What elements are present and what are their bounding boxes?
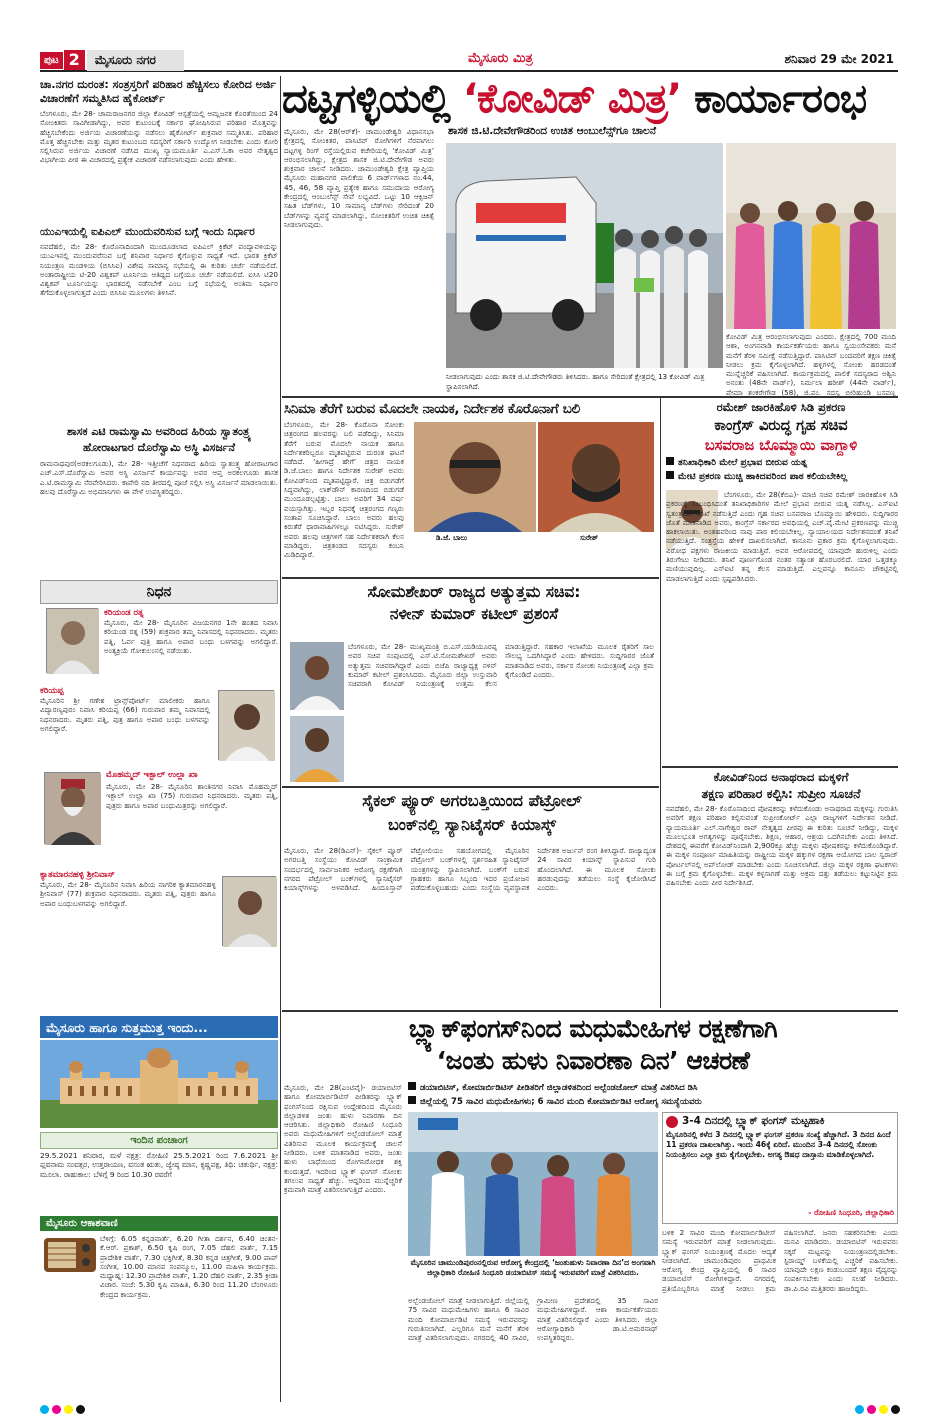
photo-label: ಡಿ.ಜೆ. ಬಾಲು xyxy=(436,534,468,542)
story-headline: ಬ್ಲ್ಯಾಕ್‌ಫಂಗಸ್‌ನಿಂದ ಮಧುಮೇಹಿಗಳ ರಕ್ಷಣೆಗಾಗಿ xyxy=(408,1014,778,1043)
bullet-icon xyxy=(408,1096,416,1104)
story-body: ಮೈಸೂರು, ಮೇ 28(ಡಿಎನ್)- ಸೈಕಲ್ ಪ್ಯೂರ್ ಅಗರಬತ್ತಿ ಸಂಸ್ಥೆಯು ಕೋವಿಡ್ ಸಾಂಕ್ರಾಮಿಕ ಸಂದರ್ಭದಲ್ಲಿ ಸಾರ್ವಜನಿಕರ ಆರೋಗ್ಯ ರಕ್ಷಣೆಗಾಗಿ ನಗರದ ಪೆಟ್ರೋಲ್ ಬಂಕ್‌ಗಳಲ್ಲಿ ಸ್ಯಾನಿಟೈಸರ್ ಕಿಯಾಸ್ಕ್‌ಗಳನ್ನು ಅಳವಡಿಸಿದೆ. ಹಿಂದೂಸ್ತಾನ್ ಪೆಟ್ರೋಲಿಯಂ ಸಹಯೋಗದಲ್ಲಿ ಮೈಸೂರಿನ ಪೆಟ್ರೋಲ್ ಬಂಕ್‌ಗಳಲ್ಲಿ ಸ್ಪರ್ಶರಹಿತ ಸ್ಯಾನಿಟೈಸರ್ ಯಂತ್ರಗಳನ್ನು ಸ್ಥಾಪಿಸಲಾಗಿದೆ. ಬಂಕ್‌ಗೆ ಬರುವ ಗ್ರಾಹಕರು ಹಾಗೂ ಸಿಬ್ಬಂದಿ ಇದರ ಪ್ರಯೋಜನ ಪಡೆದುಕೊಳ್ಳಬಹುದು ಎಂದು ಸಂಸ್ಥೆಯ ವ್ಯವಸ್ಥಾಪಕ ನಿರ್ದೇಶಕ ಅರ್ಜುನ್ ರಂಗ ತಿಳಿಸಿದ್ದಾರೆ. ರಾಜ್ಯಾದ್ಯಂತ 24 ಸಾವಿರ ಕಿಯಾಸ್ಕ್ ಸ್ಥಾಪಿಸುವ ಗುರಿ ಹೊಂದಲಾಗಿದೆ. ಈ ಮೂಲಕ ಸೋಂಕು ಹರಡುವುದನ್ನು ತಡೆಯಲು ಸಂಸ್ಥೆ ಕೈಜೋಡಿಸಿದೆ ಎಂದರು. xyxy=(284,846,656,893)
bullet-icon xyxy=(666,471,674,479)
story-headline: ಬಂಕ್‌ನಲ್ಲಿ ಸ್ಯಾನಿಟೈಸರ್ ಕಿಯಾಸ್ಕ್ xyxy=(387,815,557,834)
obituary-photo xyxy=(222,876,276,946)
yellow-dot-icon xyxy=(64,1405,73,1414)
obituary-section xyxy=(40,580,278,1012)
page-label: ಪುಟ xyxy=(40,52,63,69)
bullet-text: ಜಿಲ್ಲೆಯಲ್ಲಿ 75 ಸಾವಿರ ಮಧುಮೇಹಿಗಳು; 6 ಸಾವಿರ ಮಂದಿ ಕೋಮಾರ್ಬಿಡಿಟಿ ಆರೋಗ್ಯ ಸಮಸ್ಯೆಯವರು xyxy=(420,1097,702,1107)
column-rule xyxy=(660,398,661,1008)
story-headline: ತಕ್ಷಣ ಪರಿಹಾರ ಕಲ್ಪಿಸಿ: ಸುಪ್ರೀಂ ಸೂಚನೆ xyxy=(701,786,861,801)
story-headline: ನಳೀನ್ ಕುಮಾರ್ ಕಟೀಲ್ ಪ್ರಶಂಸೆ xyxy=(389,605,559,623)
story-headline: ಕಾಂಗ್ರೆಸ್ ವಿರುದ್ಧ ಗೃಹ ಸಚಿವ xyxy=(714,418,848,434)
obituary-photo xyxy=(44,772,100,844)
lead-headline xyxy=(282,77,900,121)
story-body: ನವದೆಹಲಿ, ಮೇ 28- ಕೊರೊನಾದಿಂದಾಗಿ ಮುಂದೂಡಲಾದ ಐಪಿಎಲ್ ಕ್ರಿಕೆಟ್ ಪಂದ್ಯಾವಳಿಯನ್ನು ಯುಎಇನಲ್ಲಿ ಮುಂದುವರೆಸುವ ಬಗ್ಗೆ ಶನಿವಾರ ನಿರ್ಧಾರ ಕೈಗೊಳ್ಳುವ ಸಾಧ್ಯತೆ ಇದೆ. ಭಾರತ ಕ್ರಿಕೆಟ್ ನಿಯಂತ್ರಣ ಮಂಡಳಿಯ (ಬಿಸಿಸಿಐ) ವಿಶೇಷ ಸಾಮಾನ್ಯ ಸಭೆಯಲ್ಲಿ ಈ ಕುರಿತು ಚರ್ಚೆ ನಡೆಯಲಿದೆ. ಅಂತಾರಾಷ್ಟ್ರೀಯ ಟಿ-20 ವಿಶ್ವಕಪ್ ಟೂರ್ನಿಯ ಆತಿಥ್ಯದ ಬಗ್ಗೆಯೂ ಚರ್ಚೆ ನಡೆಯಲಿದೆ. ಐಸಿಸಿ ಟಿ20 ವಿಶ್ವಕಪ್ ಟೂರ್ನಿಯನ್ನು ಭಾರತದಲ್ಲಿ ನಡೆಸಬೇಕೆ ಎಂಬ ಬಗ್ಗೆ ಸಭೆಯಲ್ಲಿ ಅಂತಿಮ ನಿರ್ಧಾರ ತೆಗೆದುಕೊಳ್ಳಲಾಗುತ್ತದೆ ಎಂದು ಬಿಸಿಸಿಐ ಮೂಲಗಳು ತಿಳಿಸಿವೆ. xyxy=(40,242,278,298)
obituary-entry xyxy=(40,770,278,866)
story-body: ಬೆಂಗಳೂರು, ಮೇ 28- ಮುಖ್ಯಮಂತ್ರಿ ಬಿ.ಎಸ್.ಯಡಿಯೂರಪ್ಪ ಅವರ ಸಚಿವ ಸಂಪುಟದಲ್ಲಿ ಎಸ್.ಟಿ.ಸೋಮಶೇಖರ್ ಅವರು ಅತ್ಯುತ್ತಮ ಸಚಿವರಾಗಿದ್ದಾರೆ ಎಂದು ಬಿಜೆಪಿ ರಾಜ್ಯಾಧ್ಯಕ್ಷ ನಳಿನ್ ಕುಮಾರ್ ಕಟೀಲ್ ಪ್ರಶಂಸಿಸಿದರು. ಮೈಸೂರು ಜಿಲ್ಲಾ ಉಸ್ತುವಾರಿ ಸಚಿವರಾಗಿ ಕೋವಿಡ್ ನಿಯಂತ್ರಣಕ್ಕೆ ಉತ್ತಮ ಕೆಲಸ ಮಾಡುತ್ತಿದ್ದಾರೆ. ಸಹಕಾರ ಇಲಾಖೆಯ ಮೂಲಕ ರೈತರಿಗೆ ಸಾಲ ಸೌಲಭ್ಯ ಒದಗಿಸಿದ್ದಾರೆ ಎಂದು ಹೇಳಿದರು. ಸುದ್ದಿಗಾರರ ಜೊತೆ ಮಾತನಾಡಿದ ಅವರು, ಸರ್ಕಾರ ಸೋಂಕು ನಿಯಂತ್ರಣಕ್ಕೆ ಎಲ್ಲಾ ಕ್ರಮ ಕೈಗೊಂಡಿದೆ ಎಂದರು. xyxy=(348,642,654,689)
obituary-text: ಮೈಸೂರು, ಮೇ 28- ಮೈಸೂರಿನ ಶಾಂತಿನಗರ ನಿವಾಸಿ ಮೊಹಮ್ಮದ್ ಇಕ್ಬಾಲ್ ಉಲ್ಲಾ ಖಾ (75) ಗುರುವಾರ ನಿಧನರಾದರು. ಮೃತರು ಪತ್ನಿ, ಪುತ್ರರು ಹಾಗೂ ಅಪಾರ ಬಂಧುಮಿತ್ರರನ್ನು ಅಗಲಿದ್ದಾರೆ. xyxy=(106,782,278,810)
page-number-block xyxy=(40,50,184,70)
story-bullet xyxy=(666,457,898,469)
photo-caption: ಮೈಸೂರಿನ ಚಾಮುಂಡಿಪುರಂನಲ್ಲಿರುವ ಆರೋಗ್ಯ ಕೇಂದ್ರದಲ್ಲಿ ‘ಜಂತುಹುಳು ನಿವಾರಣಾ ದಿನ’ದ ಅಂಗವಾಗಿ ಜಿಲ್ಲಾಧಿಕಾರಿ ರೋಹಿಣಿ ಸಿಂಧೂರಿ ಡಯಾಬಿಟಿಸ್ ಸಮಸ್ಯೆ ಇರುವವರಿಗೆ ಮಾತ್ರೆ ವಿತರಿಸಿದರು. xyxy=(410,1258,656,1277)
black-dot-icon xyxy=(76,1405,85,1414)
story-headline: ಚಾ.ನಗರ ದುರಂತ: ಸಂತ್ರಸ್ತರಿಗೆ ಪರಿಹಾರ ಹೆಚ್ಚಿಸಲು ಕೋರಿದ ಅರ್ಜಿ ವಿಚಾರಣೆಗೆ ಸಮ್ಮತಿಸಿದ ಹೈಕೋರ್ಟ್ xyxy=(40,78,276,105)
story-body: ಮೈಸೂರು, ಮೇ 28(ಎಂಟಿವೈ)- ಡಯಾಬಿಟಿಸ್ ಹಾಗೂ ಕೋಮಾರ್ಬಿಡಿಟಿಸ್ ಪೀಡಿತರನ್ನು ಬ್ಲ್ಯಾಕ್ ಫಂಗಸ್‌ನಿಂದ ರಕ್ಷಿಸುವ ಉದ್ದೇಶದಿಂದ ಮೈಸೂರು ಜಿಲ್ಲಾಡಳಿತ ಜಂತು ಹುಳು ನಿವಾರಣಾ ದಿನ ಆಚರಿಸಿತು. ಜಿಲ್ಲಾಧಿಕಾರಿ ರೋಹಿಣಿ ಸಿಂಧೂರಿ ಅವರು ಮಧುಮೇಹಿಗಳಿಗೆ ಅಲ್ಬೆಂಡಜೋಲ್ ಮಾತ್ರೆ ವಿತರಿಸುವ ಮೂಲಕ ಕಾರ್ಯಕ್ರಮಕ್ಕೆ ಚಾಲನೆ ನೀಡಿದರು. ಬಳಿಕ ಮಾತನಾಡಿದ ಅವರು, ಜಂತು ಹುಳು ಬಾಧೆಯಿಂದ ರೋಗನಿರೋಧಕ ಶಕ್ತಿ ಕುಂದುತ್ತದೆ. ಇದರಿಂದ ಬ್ಲ್ಯಾಕ್ ಫಂಗಸ್ ಸೋಂಕು ತಗಲುವ ಸಾಧ್ಯತೆ ಹೆಚ್ಚು. ಆದ್ದರಿಂದ ಮುನ್ನೆಚ್ಚರಿಕೆ ಕ್ರಮವಾಗಿ ಮಾತ್ರೆ ವಿತರಿಸಲಾಗುತ್ತಿದೆ ಎಂದರು. xyxy=(284,1083,402,1195)
lead-headline-part: ದಟ್ಟಗಳ್ಳಿಯಲ್ಲಿ xyxy=(282,76,463,122)
magenta-dot-icon xyxy=(867,1405,876,1414)
photo-director xyxy=(538,422,654,532)
obituary-entry xyxy=(40,686,278,766)
column-rule xyxy=(280,76,281,1402)
quote-box xyxy=(662,1112,898,1224)
story-bullet xyxy=(666,471,898,483)
obituary-entry xyxy=(40,870,278,970)
obituary-name: ಮೊಹಮ್ಮದ್ ಇಕ್ಬಾಲ್ ಉಲ್ಲಾ ಖಾ xyxy=(106,770,198,780)
obituary-text: ಮೈಸೂರು, ಮೇ 28- ಮೈಸೂರಿನ ವಿಜಯನಗರ 1ನೇ ಹಂತದ ನಿವಾಸಿ ಕರಿಯಂಡ ರತ್ನ (59) ಶುಕ್ರವಾರ ತಮ್ಮ ನಿವಾಸದಲ್ಲಿ ನಿಧನರಾದರು. ಮೃತರು ಪತ್ನಿ, ಓರ್ವ ಪುತ್ರಿ ಹಾಗೂ ಅಪಾರ ಬಂಧು ಬಳಗವನ್ನು ಅಗಲಿದ್ದಾರೆ. ಅಂತ್ಯಕ್ರಿಯೆ ಗೋಕುಲಂನಲ್ಲಿ ನಡೆಯಿತು. xyxy=(104,618,278,655)
panchanga-title: ಇಂದಿನ ಪಂಚಾಂಗ xyxy=(40,1132,278,1149)
story-kicker: ರಮೇಶ್ ಜಾರಕಿಹೊಳಿ ಸಿಡಿ ಪ್ರಕರಣ xyxy=(716,400,846,414)
obituary-name: ಕ್ಯಾತಮಾರನಹಳ್ಳಿ ಶ್ರೀನಿವಾಸ್ xyxy=(40,870,115,880)
radio-icon xyxy=(42,1234,98,1274)
story-bullet xyxy=(408,1096,898,1108)
red-dot-icon xyxy=(666,1116,678,1128)
lead-photo-officials xyxy=(726,143,896,329)
story-headline: ಸೈಕಲ್ ಪ್ಯೂರ್ ಅಗರಬತ್ತಿಯಿಂದ ಪೆಟ್ರೋಲ್ xyxy=(362,791,582,810)
radio-title: ಮೈಸೂರು ಆಕಾಶವಾಣಿ xyxy=(40,1216,278,1231)
lead-photo-ambulance xyxy=(446,143,723,368)
bullet-icon xyxy=(666,457,674,465)
quote-attribution: - ರೋಹಿಣಿ ಸಿಂಧೂರಿ, ಜಿಲ್ಲಾಧಿಕಾರಿ xyxy=(808,1208,894,1217)
bullet-text: ಡಯಾಬಿಟಿಸ್, ಕೋಮಾರ್ಬಿಡಿಟಿಸ್ ಪೀಡಿತರಿಗೆ ಜಿಲ್ಲಾಡಳಿತದಿಂದ ಅಲ್ಬೆಂಡಜೋಲ್ ಮಾತ್ರೆ ವಿತರಿಸಿದ ಡಿಸಿ xyxy=(420,1083,698,1093)
page-number: 2 xyxy=(63,50,85,70)
obituary-title: ನಿಧನ xyxy=(40,580,278,604)
obituary-entry xyxy=(40,606,278,681)
bullet-icon xyxy=(408,1082,416,1090)
obituary-photo xyxy=(46,608,98,673)
story-headline: ಶಾಸಕ ಎಟಿ ರಾಮಸ್ವಾಮಿ ಅವರಿಂದ ಹಿರಿಯ ಸ್ವಾತಂತ್ರ್ಯ ಹೋರಾಟಗಾರ ದೊರೆಸ್ವಾಮಿ ಅಸ್ಥಿ ವಿಸರ್ಜನೆ xyxy=(66,425,252,454)
story-body: ರಾಮನಾಥಪುರ(ಅರಕಲಗೂಡು), ಮೇ 28- ಇತ್ತೀಚೆಗೆ ನಿಧನರಾದ ಹಿರಿಯ ಸ್ವಾತಂತ್ರ್ಯ ಹೋರಾಟಗಾರ ಎಚ್.ಎಸ್.ದೊರೆಸ್ವಾಮಿ ಅವರ ಅಸ್ಥಿ ವಿಸರ್ಜನೆ ಕಾರ್ಯವನ್ನು ಅವರ ಆಪ್ತ ಅರಕಲಗೂಡು ಶಾಸಕ ಎ.ಟಿ.ರಾಮಸ್ವಾಮಿ ನೆರವೇರಿಸಿದರು. ಕಾವೇರಿ ನದಿ ತೀರದಲ್ಲಿ ಪೂಜೆ ಸಲ್ಲಿಸಿ ಅಸ್ಥಿ ವಿಸರ್ಜನೆ ಮಾಡಲಾಯಿತು. ಹಲವು ದೊರೆಸ್ವಾಮಿ ಅಭಿಮಾನಿಗಳು ಈ ವೇಳೆ ಉಪಸ್ಥಿತರಿದ್ದರು. xyxy=(40,459,278,496)
story-body-continued xyxy=(414,545,654,573)
story-body: ಬಳಿಕ 2 ಸಾವಿರ ಮಂದಿ ಕೋಮಾರ್ಬಿಡಿಟೀಸ್ ಸಮಸ್ಯೆ ಇರುವವರಿಗೆ ಮಾತ್ರೆ ನೀಡಲಾಗುವುದು. ಬ್ಲ್ಯಾಕ್ ಫಂಗಸ್ ನಿಯಂತ್ರಣಕ್ಕೆ ಮೊದಲ ಆದ್ಯತೆ ನೀಡಲಾಗಿದೆ. ಚಾಮುಂಡಿಪುರಂ ಪ್ರಾಥಮಿಕ ಆರೋಗ್ಯ ಕೇಂದ್ರ ವ್ಯಾಪ್ತಿಯಲ್ಲಿ 6 ಸಾವಿರ ಡಯಾಬಿಟಿಸ್ ರೋಗಿಗಳಿದ್ದಾರೆ. ನಗರದಲ್ಲಿ ಪ್ರತಿಯೊಬ್ಬರಿಗೂ ಮಾತ್ರೆ ನೀಡಲು ಕ್ರಮ ವಹಿಸಲಾಗಿದೆ. ಜನರು ಸಹಕರಿಸಬೇಕು ಎಂದು ಮನವಿ ಮಾಡಿದರು. ಡಯಾಬಿಟಿಸ್ ಇರುವವರು ಸಕ್ಕರೆ ಮಟ್ಟವನ್ನು ನಿಯಂತ್ರಣದಲ್ಲಿಡಬೇಕು. ಸ್ಟಿರಾಯ್ಡ್ ಬಳಕೆಯಲ್ಲಿ ಎಚ್ಚರಿಕೆ ವಹಿಸಬೇಕು. ಯಾವುದೇ ಲಕ್ಷಣ ಕಂಡುಬಂದರೆ ತಕ್ಷಣ ವೈದ್ಯರನ್ನು ಸಂಪರ್ಕಿಸಬೇಕು ಎಂದು ಸಲಹೆ ನೀಡಿದರು. ಡಾ.ಪಿ.ರವಿ ಮತ್ತಿತರರು ಹಾಜರಿದ್ದರು. xyxy=(662,1228,898,1293)
obituary-name: ಕರಿಯಪ್ಪ xyxy=(40,686,64,696)
story-headline: ಯುಎಇಯಲ್ಲಿ ಐಪಿಎಲ್ ಮುಂದುವರಿಸುವ ಬಗ್ಗೆ ಇಂದು ನಿರ್ಧಾರ xyxy=(40,226,255,238)
lead-headline-highlight: ‘ಕೋವಿಡ್ ಮಿತ್ರ’ xyxy=(462,76,682,122)
photo-label: ಸುರೇಶ್ xyxy=(580,534,599,542)
obituary-text: ಮೈಸೂರಿನ ಶ್ರೀ ಗಣೇಶ ಟ್ರಾನ್ಸ್‌ಪೋರ್ಟ್ ಮಾಲೀಕರು ಹಾಗೂ ವಿದ್ಯಾರಣ್ಯಪುರಂ ನಿವಾಸಿ ಕರಿಯಪ್ಪ (66) ಗುರುವಾರ ತಮ್ಮ ನಿವಾಸದಲ್ಲಿ ನಿಧನರಾದರು. ಮೃತರು ಪತ್ನಿ, ಪುತ್ರ ಹಾಗೂ ಅಪಾರ ಬಂಧು ಬಳಗವನ್ನು ಅಗಲಿದ್ದಾರೆ. xyxy=(40,696,210,733)
obituary-text: ಮೈಸೂರು, ಮೇ 28- ಮೈಸೂರಿನ ನಿವಾಸಿ ಹಿರಿಯ ನಾಗರಿಕ ಕ್ಯಾತಮಾರನಹಳ್ಳಿ ಶ್ರೀನಿವಾಸ್ (77) ಶುಕ್ರವಾರ ನಿಧನರಾದರು. ಮೃತರು ಪತ್ನಿ, ಪುತ್ರರು ಹಾಗೂ ಅಪಾರ ಬಂಧುಬಳಗವನ್ನು ಅಗಲಿದ್ದಾರೆ. xyxy=(40,880,216,908)
mysuru-today-banner: ಮೈಸೂರು ಹಾಗೂ ಸುತ್ತಮುತ್ತ ಇಂದು... xyxy=(40,1016,278,1038)
lead-body-left: ಮೈಸೂರು, ಮೇ 28(ಆರ್‌ಕೆ)- ಚಾಮುಂಡೇಶ್ವರಿ ವಿಧಾನಸಭಾ ಕ್ಷೇತ್ರದಲ್ಲಿ ಸೋಂಕಿತರ, ಪಾಸಿಟಿವ್ ರೋಗಿಗಳಿಗೆ ನೆರವಾಗಲು ದಟ್ಟಗಳ್ಳಿ ರಿಂಗ್ ರಸ್ತೆಯಲ್ಲಿರುವ ಕಚೇರಿಯಲ್ಲಿ ‘ಕೋವಿಡ್ ಮಿತ್ರ’ ಆರಂಭಿಸಲಾಗಿದ್ದು, ಕ್ಷೇತ್ರದ ಶಾಸಕ ಜಿ.ಟಿ.ದೇವೇಗೌಡ ಅವರು ಶುಕ್ರವಾರ ಚಾಲನೆ ನೀಡಿದರು. ಚಾಮುಂಡೇಶ್ವರಿ ಕ್ಷೇತ್ರ ವ್ಯಾಪ್ತಿಯ ಮೈಸೂರು ಮಹಾನಗರ ಪಾಲಿಕೆಯ 6 ವಾರ್ಡ್‌ಗಳಾದ ನಂ.44, 45, 46, 58 ವ್ಯಾಪ್ತಿ ಪ್ರತ್ಯೇಕ ಹಾಗೂ ಸಮುದಾಯ ಆರೋಗ್ಯ ಕೇಂದ್ರದಲ್ಲಿ ಆಂಬುಲೆನ್ಸ್ ಸೇವೆ ಲಭ್ಯವಿದೆ. ಒಟ್ಟು 10 ಆಕ್ಸಿಜನ್ ಸಹಿತ ಬೆಡ್‌ಗಳು, 10 ಸಾಮಾನ್ಯ ಬೆಡ್‌ಗಳು ಸೇರಿದಂತೆ 20 ಬೆಡ್‌ಗಳನ್ನು ವ್ಯವಸ್ಥೆ ಮಾಡಲಾಗಿದ್ದು, ಸೋಂಕಿತರಿಗೆ ಉಚಿತ ಚಿಕಿತ್ಸೆ ನೀಡಲಾಗುವುದು. xyxy=(284,127,434,229)
registration-marks-left xyxy=(40,1405,85,1414)
obituary-name: ಕರಿಯಂಡ ರತ್ನ xyxy=(104,608,144,618)
quote-body: ಮೈಸೂರಿನಲ್ಲಿ ಕಳೆದ 3 ದಿನದಲ್ಲಿ ಬ್ಲ್ಯಾಕ್ ಫಂಗಸ್ ಪ್ರಕರಣ ಸಂಖ್ಯೆ ಹೆಚ್ಚಾಗಿದೆ. 3 ದಿನದ ಹಿಂದೆ 11 ಪ್ರಕರಣ ದಾಖಲಾಗಿತ್ತು. ಇಂದು 46ಕ್ಕೆ ಏರಿದೆ. ಮುಂದಿನ 3-4 ದಿನದಲ್ಲಿ ಸೋಂಕು ನಿಯಂತ್ರಿಸಲು ಎಲ್ಲಾ ಕ್ರಮ ಕೈಗೊಳ್ಳಬೇಕು. ಅಗತ್ಯ ಔಷಧ ದಾಸ್ತಾನು ಮಾಡಿಕೊಳ್ಳಲಾಗಿದೆ. xyxy=(666,1130,891,1159)
story-headline-red: ಬಸವರಾಜ ಬೊಮ್ಮಾಯಿ ವಾಗ್ದಾಳಿ xyxy=(704,438,858,454)
bullet-text: ತನಿಖಾಧಿಕಾರಿ ಮೇಲೆ ಪ್ರಭಾವ ಬೀರುವ ಯತ್ನ xyxy=(678,457,808,468)
story-headline: ಸಿನಿಮಾ ತೆರೆಗೆ ಬರುವ ಮೊದಲೇ ನಾಯಕ, ನಿರ್ದೇಶಕ ಕೊರೊನಾಗೆ ಬಲಿ xyxy=(284,401,580,417)
lead-headline-part: ಕಾರ್ಯಾರಂಭ xyxy=(681,76,867,122)
lead-body-right: ಕೋವಿಡ್ ಮಿತ್ರ ಆರಂಭಿಸಲಾಗುವುದು ಎಂದರು. ಕ್ಷೇತ್ರದಲ್ಲಿ 700 ಮಂದಿ ಆಶಾ, ಅಂಗನವಾಡಿ ಕಾರ್ಯಕರ್ತೆಯರು ಹಾಗೂ ಸ್ವಯಂಸೇವಕರು ಮನೆ ಮನೆಗೆ ತೆರಳಿ ಸಮೀಕ್ಷೆ ನಡೆಸುತ್ತಿದ್ದಾರೆ. ಪಾಸಿಟಿವ್ ಬಂದವರಿಗೆ ತಕ್ಷಣ ಚಿಕಿತ್ಸೆ ನೀಡಲು ಕ್ರಮ ಕೈಗೊಳ್ಳಲಾಗಿದೆ. ಹಳ್ಳಿಗಳಲ್ಲಿ ಸೋಂಕು ಹರಡದಂತೆ ಮುನ್ನೆಚ್ಚರಿಕೆ ವಹಿಸಲಾಗಿದೆ. ಕಾರ್ಯಕ್ರಮದಲ್ಲಿ ಪಾಲಿಕೆ ಸದಸ್ಯರಾದ ಅಶ್ವಿನಿ ಅನಂತು (48ನೇ ವಾರ್ಡ್), ನಿರ್ಮಲಾ ಹರೀಶ್ (44ನೇ ವಾರ್ಡ್), ಪ್ರೇಮಾ ಶಂಕರೇಗೌಡ (58), ಜಿ.ಪಂ. ಸದಸ್ಯ ಬೀರಿಹುಂಡಿ ಬಸವಣ್ಣ xyxy=(726,332,896,396)
story-body: ಅಲ್ಬೆಂಡಜೋಲ್ ಮಾತ್ರೆ ನೀಡಲಾಗುತ್ತಿದೆ. ಜಿಲ್ಲೆಯಲ್ಲಿ 75 ಸಾವಿರ ಮಧುಮೇಹಿಗಳು ಹಾಗೂ 6 ಸಾವಿರ ಮಂದಿ ಕೋಮಾರ್ಬಿಡಿಟಿ ಸಮಸ್ಯೆ ಇರುವವರನ್ನು ಗುರುತಿಸಲಾಗಿದೆ. ಎಲ್ಲರಿಗೂ ಮನೆ ಮನೆಗೆ ತೆರಳಿ ಮಾತ್ರೆ ವಿತರಿಸಲಾಗುವುದು. ನಗರದಲ್ಲಿ 40 ಸಾವಿರ, ಗ್ರಾಮೀಣ ಪ್ರದೇಶದಲ್ಲಿ 35 ಸಾವಿರ ಮಧುಮೇಹಿಗಳಿದ್ದಾರೆ. ಆಶಾ ಕಾರ್ಯಕರ್ತೆಯರು ಮಾತ್ರೆ ವಿತರಿಸಲಿದ್ದಾರೆ ಎಂದು ತಿಳಿಸಿದರು. ಜಿಲ್ಲಾ ಆರೋಗ್ಯಾಧಿಕಾರಿ ಡಾ.ಟಿ.ಅಮರನಾಥ್ ಉಪಸ್ಥಿತರಿದ್ದರು. xyxy=(408,1296,658,1343)
story-body: ಬೆಂಗಳೂರು, ಮೇ 28- ಚಾಮರಾಜನಗರ ಜಿಲ್ಲಾ ಕೋವಿಡ್ ಆಸ್ಪತ್ರೆಯಲ್ಲಿ ಆಮ್ಲಜನಕ ಕೊರತೆಯಿಂದ 24 ಸೋಂಕಿತರು ಸಾವಿಗೀಡಾಗಿದ್ದು, ಅವರ ಕುಟುಂಬಕ್ಕೆ ಸರ್ಕಾರ ಘೋಷಿಸಿರುವ ಪರಿಹಾರ ಮೊತ್ತವನ್ನು ಹೆಚ್ಚಿಸಬೇಕೆಂದು ಅರ್ಜಿಯ ವಿಚಾರಣೆಯನ್ನು ನಡೆಸಲು ಹೈಕೋರ್ಟ್ ಶುಕ್ರವಾರ ಸಮ್ಮತಿಸಿತು. ಪರಿಹಾರ ಮೊತ್ತ ಹೆಚ್ಚಿಸಬೇಕು ಮತ್ತು ಮೃತರ ಕುಟುಂಬದ ಸದಸ್ಯರಿಗೆ ಸರ್ಕಾರಿ ಉದ್ಯೋಗ ನೀಡಬೇಕು ಎಂದು ಕೋರಿ ಸಲ್ಲಿಸಿರುವ ಅರ್ಜಿಯ ವಿಚಾರಣೆ ನಡೆಸಿದ ಮುಖ್ಯ ನ್ಯಾಯಮೂರ್ತಿ ಎ.ಎಸ್.ಓಕಾ ಅವರ ನೇತೃತ್ವದ ವಿಭಾಗೀಯ ಪೀಠ ಈ ವಿಚಾರದಲ್ಲಿ ಪ್ರತ್ಯೇಕ ವಿಚಾರಣೆ ನಡೆಸಲಾಗುವುದು ಎಂದು ಹೇಳಿತು. xyxy=(40,109,278,165)
mysuru-today-box xyxy=(40,1016,278,1402)
story-body: ಬೆಂಗಳೂರು, ಮೇ 28(ಕೆಬಿಎ)- ಮಾಜಿ ಸಚಿವ ರಮೇಶ್ ಜಾರಕಿಹೊಳಿ ಸಿಡಿ ಪ್ರಕರಣಕ್ಕೆ ಸಂಬಂಧಿಸಿದಂತೆ ತನಿಖಾಧಿಕಾರಿಗಳ ಮೇಲೆ ಪ್ರಭಾವ ಬೀರುವ ಯತ್ನ ನಡೆಸಿಲ್ಲ. ಎಸ್‌ಐಟಿ ಸ್ವತಂತ್ರವಾಗಿ ತನಿಖೆ ನಡೆಸುತ್ತಿದೆ ಎಂದು ಗೃಹ ಸಚಿವ ಬಸವರಾಜ ಬೊಮ್ಮಾಯಿ ಹೇಳಿದರು. ಸುದ್ದಿಗಾರರ ಜೊತೆ ಮಾತನಾಡಿದ ಅವರು, ಕಾಂಗ್ರೆಸ್ ಸರ್ಕಾರದ ಅವಧಿಯಲ್ಲಿ ಎಚ್.ವೈ.ಮೇಟಿ ಪ್ರಕರಣವನ್ನು ಮುಚ್ಚಿ ಹಾಕಲಾಯಿತು. ಅಂತಹವರಿಂದ ನಾವು ಪಾಠ ಕಲಿಯಬೇಕಿಲ್ಲ. ನ್ಯಾಯಾಲಯದ ನಿರ್ದೇಶನದಂತೆ ತನಿಖೆ ನಡೆಯುತ್ತಿದೆ. ಸಂತ್ರಸ್ತೆಯ ಹೇಳಿಕೆ ದಾಖಲಿಸಲಾಗಿದೆ. ಕಾನೂನು ಪ್ರಕಾರ ಕ್ರಮ ಕೈಗೊಳ್ಳಲಾಗುವುದು. ವಿರೋಧ ಪಕ್ಷಗಳು ರಾಜಕೀಯ ಮಾಡುತ್ತಿವೆ. ಅವರ ಆರೋಪದಲ್ಲಿ ಯಾವುದೇ ಹುರುಳಿಲ್ಲ ಎಂದು ತಿರುಗೇಟು ನೀಡಿದರು. ತನಿಖೆ ಪೂರ್ಣಗೊಂಡ ನಂತರ ಸತ್ಯಾಂಶ ಹೊರಬರಲಿದೆ. ಯಾರ ಒತ್ತಡಕ್ಕೂ ಮಣಿಯುವುದಿಲ್ಲ. ಎಸ್‌ಐಟಿ ತನ್ನ ಕೆಲಸ ಮಾಡುತ್ತಿದೆ. ಎಲ್ಲವನ್ನೂ ಕಾನೂನು ಚೌಕಟ್ಟಿನಲ್ಲಿ ಮಾಡಲಾಗುತ್ತಿದೆ ಎಂದು ಸ್ಪಷ್ಟಪಡಿಸಿದರು. xyxy=(666,490,898,583)
section-rule xyxy=(282,1010,898,1012)
mysuru-palace-image xyxy=(40,1040,278,1128)
story-kicker: ಕೋವಿಡ್‌ನಿಂದ ಅನಾಥರಾದ ಮಕ್ಕಳಿಗೆ xyxy=(713,770,849,784)
masthead xyxy=(40,50,898,72)
section-city: ಮೈಸೂರು ನಗರ xyxy=(87,50,184,71)
story-headline: ‘ಜಂತು ಹುಳು ನಿವಾರಣಾ ದಿನ’ ಆಚರಣೆ xyxy=(436,1046,750,1075)
magenta-dot-icon xyxy=(52,1405,61,1414)
cyan-dot-icon xyxy=(40,1405,49,1414)
lead-subhead: ಶಾಸಕ ಜಿ.ಟಿ.ದೇವೇಗೌಡರಿಂದ ಉಚಿತ ಆಂಬುಲೆನ್ಸ್‌ಗೂ ಚಾಲನೆ xyxy=(448,125,657,137)
lead-caption: ನೀಡಲಾಗುವುದು ಎಂದು ಶಾಸಕ ಜಿ.ಟಿ.ದೇವೇಗೌಡರು ತಿಳಿಸಿದರು. ಹಾಗೂ ಸೇರಿದಂತೆ ಕ್ಷೇತ್ರದಲ್ಲಿ 13 ಕೋವಿಡ್ ಮಿತ್ರ ಸ್ಥಾಪಿಸಲಾಗಿದೆ. xyxy=(446,372,705,391)
left-column-news xyxy=(40,78,278,618)
story-body: ನವದೆಹಲಿ, ಮೇ 28- ಕೊರೊನಾದಿಂದ ಪೋಷಕರನ್ನು ಕಳೆದುಕೊಂಡು ಅನಾಥರಾದ ಮಕ್ಕಳನ್ನು ಗುರುತಿಸಿ ಅವರಿಗೆ ತಕ್ಷಣ ಪರಿಹಾರ ಕಲ್ಪಿಸುವಂತೆ ಸುಪ್ರೀಂಕೋರ್ಟ್ ಎಲ್ಲಾ ರಾಜ್ಯಗಳಿಗೆ ನಿರ್ದೇಶನ ನೀಡಿದೆ. ನ್ಯಾಯಮೂರ್ತಿ ಎಲ್.ನಾಗೇಶ್ವರ ರಾವ್ ನೇತೃತ್ವದ ಪೀಠವು ಈ ಕುರಿತು ಸೂಚನೆ ನೀಡಿದ್ದು, ಮಕ್ಕಳ ಮೂಲಭೂತ ಅಗತ್ಯಗಳನ್ನು ಪೂರೈಸಬೇಕು. ಶಿಕ್ಷಣ, ಆಹಾರ, ಆಶ್ರಯ ಒದಗಿಸಬೇಕು ಎಂದು ತಿಳಿಸಿದೆ. ದೇಶದಲ್ಲಿ ಈವರೆಗೆ ಕೋವಿಡ್‌ನಿಂದಾಗಿ 2,900ಕ್ಕೂ ಹೆಚ್ಚು ಮಕ್ಕಳು ಪೋಷಕರನ್ನು ಕಳೆದುಕೊಂಡಿದ್ದಾರೆ. ಈ ಮಕ್ಕಳ ಸಂಪೂರ್ಣ ಮಾಹಿತಿಯನ್ನು ರಾಷ್ಟ್ರೀಯ ಮಕ್ಕಳ ಹಕ್ಕುಗಳ ರಕ್ಷಣಾ ಆಯೋಗದ ಬಾಲ ಸ್ವರಾಜ್ ಪೋರ್ಟಲ್‌ನಲ್ಲಿ ಅಪ್‌ಲೋಡ್ ಮಾಡಬೇಕು ಎಂದು ಸೂಚಿಸಲಾಗಿದೆ. ಜಿಲ್ಲಾ ಮಕ್ಕಳ ರಕ್ಷಣಾ ಘಟಕಗಳು ಈ ಬಗ್ಗೆ ಕ್ರಮ ಕೈಗೊಳ್ಳಬೇಕು. ಮಕ್ಕಳ ಕಳ್ಳಸಾಗಣೆ ಮತ್ತು ಅಕ್ರಮ ದತ್ತು ತಡೆಯಲು ಕಟ್ಟುನಿಟ್ಟಿನ ಕ್ರಮ ವಹಿಸಬೇಕು ಎಂದು ಪೀಠ ನಿರ್ದೇಶಿಸಿದೆ. xyxy=(666,804,898,888)
registration-marks-right xyxy=(855,1405,900,1414)
panchanga-body: 29.5.2021 ಶನಿವಾರ, ಮಳೆ ನಕ್ಷತ್ರ: ರೋಹಿಣಿ 25.5.2021 ರಿಂದ 7.6.2021 ಶ್ರೀ ಪ್ಲವನಾಮ ಸಂವತ್ಸರ, ಉತ್ತರಾಯಣ, ವಸಂತ ಋತು, ಜ್ಯೇಷ್ಠ ಮಾಸ, ಕೃಷ್ಣಪಕ್ಷ, ತಿಥಿ: ಚತುರ್ಥಿ, ನಕ್ಷತ್ರ: ಮೂಲಾ. ರಾಹುಕಾಲ: ಬೆಳಿಗ್ಗೆ 9 ರಿಂದ 10.30 ರವರೆಗೆ xyxy=(40,1151,278,1179)
lead-body-right-top xyxy=(726,127,896,141)
photo-actor xyxy=(414,422,536,532)
cyan-dot-icon xyxy=(855,1405,864,1414)
section-rule xyxy=(282,577,659,579)
photo-distribution xyxy=(408,1112,658,1256)
photo-kateel xyxy=(290,716,344,782)
story-bullet xyxy=(408,1082,898,1094)
yellow-dot-icon xyxy=(879,1405,888,1414)
section-rule xyxy=(662,766,898,768)
obituary-photo xyxy=(218,690,274,760)
story-body: ಬೆಂಗಳೂರು, ಮೇ 28- ಕೊರೊನಾ ಸೋಂಕು ಚಿತ್ರರಂಗದ ಹಲವರನ್ನು ಬಲಿ ಪಡೆದಿದ್ದು, ಸಿನಿಮಾ ತೆರೆಗೆ ಬರುವ ಮೊದಲೇ ನಾಯಕ ಹಾಗೂ ನಿರ್ದೇಶಕರಿಬ್ಬರೂ ಮೃತಪಟ್ಟಿರುವ ದುರಂತ ಘಟನೆ ನಡೆದಿದೆ. ‘ಹೀಗಾದ್ರೆ ಹೇಗೆ’ ಚಿತ್ರದ ನಾಯಕ ಡಿ.ಜೆ.ಬಾಲು ಹಾಗೂ ನಿರ್ದೇಶಕ ಸುರೇಶ್ ಅವರು ಕೋವಿಡ್‌ನಿಂದ ಮೃತಪಟ್ಟಿದ್ದಾರೆ. ಚಿತ್ರ ಬಿಡುಗಡೆಗೆ ಸಿದ್ಧವಾಗಿದ್ದು, ಲಾಕ್‌ಡೌನ್ ಕಾರಣದಿಂದ ಬಿಡುಗಡೆ ಮುಂದೂಡಲ್ಪಟ್ಟಿತ್ತು. ಬಾಲು ಅವರಿಗೆ 34 ವರ್ಷ ವಯಸ್ಸಾಗಿತ್ತು. ಇಬ್ಬರ ನಿಧನಕ್ಕೆ ಚಿತ್ರರಂಗದ ಗಣ್ಯರು ಸಂತಾಪ ಸೂಚಿಸಿದ್ದಾರೆ. ಬಾಲು ಅವರು ಹಲವು ಕಿರುತೆರೆ ಧಾರಾವಾಹಿಗಳಲ್ಲೂ ನಟಿಸಿದ್ದರು. ಸುರೇಶ್ ಅವರು ಹಲವು ಚಿತ್ರಗಳಿಗೆ ಸಹ ನಿರ್ದೇಶಕರಾಗಿ ಕೆಲಸ ಮಾಡಿದ್ದರು. ಚಿತ್ರತಂಡದ ಸದಸ್ಯರು ಕಂಬನಿ ಮಿಡಿದಿದ್ದಾರೆ. xyxy=(284,420,404,560)
photo-somashekar xyxy=(290,642,344,710)
radio-schedule: ಬೆಳಿಗ್ಗೆ: 6.05 ಕನ್ನಡವಾರ್ತೆ, 6.20 ಗೀತಾ ದರ್ಶನ, 6.40 ಚಿಂತನ-ಕೆ.ಆರ್. ಪ್ರಕಾಶ್, 6.50 ಕೃಷಿ ರಂಗ, 7.05 ದೆಹಲಿ ವಾರ್ತೆ, 7.15 ಪ್ರಾದೇಶಿಕ ವಾರ್ತೆ, 7.30 ಭಕ್ತಿಗೀತೆ, 8.30 ಕನ್ನಡ ಚಿತ್ರಗೀತೆ, 9.00 ಪಾಪ್ ಸಂಗೀತ, 10.00 ಮಾನವ ಸಂಪನ್ಮೂಲ, 11.00 ಮಹಿಳಾ ಕಾರ್ಯಕ್ರಮ. ಮಧ್ಯಾಹ್ನ: 12.30 ಪ್ರಾದೇಶಿಕ ವಾರ್ತೆ, 1.20 ದೆಹಲಿ ವಾರ್ತೆ, 2.35 ಕ್ರೀಡಾ ವಿಚಾರ. ಸಂಜೆ: 5.30 ಕೃಷಿ ಮಾಹಿತಿ, 6.30 ರಿಂದ 11.20 ಬೆಂಗಳೂರು ಕೇಂದ್ರದ ಕಾರ್ಯಕ್ರಮ. xyxy=(100,1234,278,1299)
paper-name: ಮೈಸೂರು ಮಿತ್ರ xyxy=(468,51,533,66)
section-rule xyxy=(282,786,659,788)
bullet-text: ಮೇಟಿ ಪ್ರಕರಣ ಮುಚ್ಚಿ ಹಾಕಿದವರಿಂದ ಪಾಠ ಕಲಿಯಬೇಕಿಲ್ಲ xyxy=(678,471,848,482)
issue-date: ಶನಿವಾರ 29 ಮೇ 2021 xyxy=(784,52,894,66)
quote-kicker: 3-4 ದಿನದಲ್ಲಿ ಬ್ಲ್ಯಾಕ್ ಫಂಗಸ್ ಮಟ್ಟಹಾಕಿ xyxy=(682,1115,825,1127)
section-rule xyxy=(282,396,898,398)
black-dot-icon xyxy=(891,1405,900,1414)
story-headline: ಸೋಮಶೇಖರ್ ರಾಜ್ಯದ ಅತ್ಯುತ್ತಮ ಸಚಿವ: xyxy=(367,583,581,601)
